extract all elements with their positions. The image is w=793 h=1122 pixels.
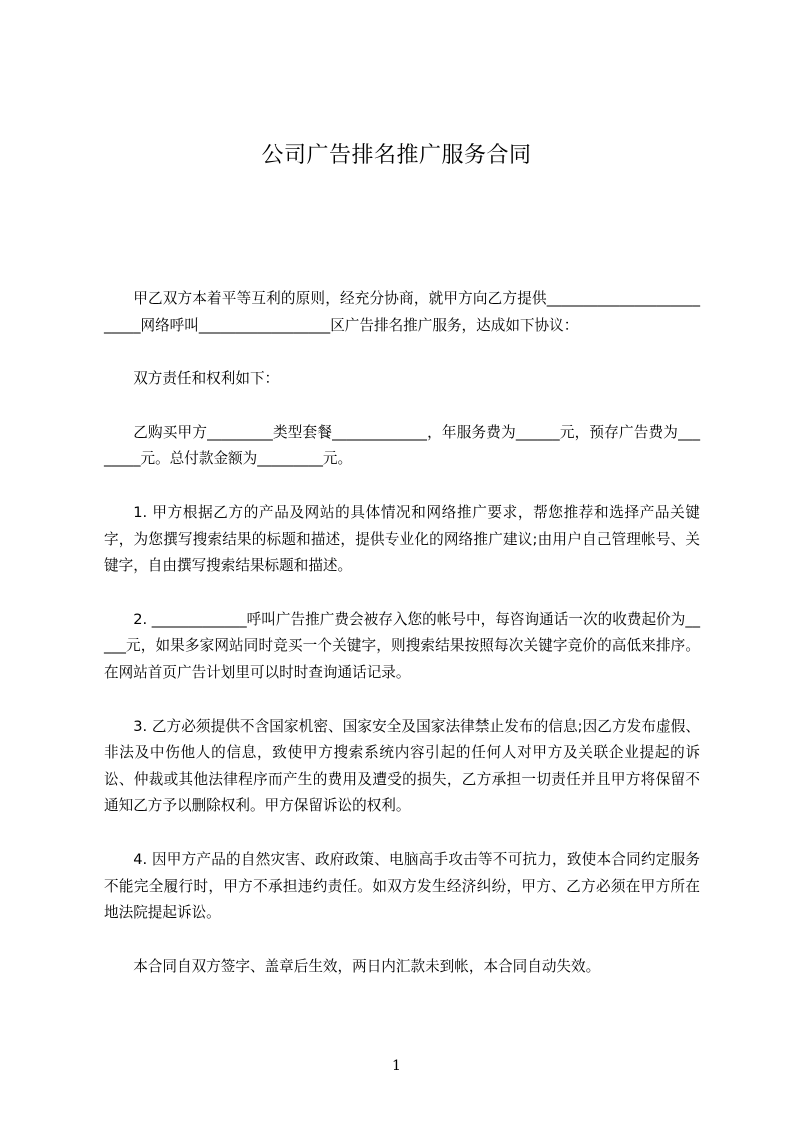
document-body [104,286,700,1007]
document-title: 公司广告排名推广服务合同 [261,143,532,168]
paragraph-clause-3: 3. 乙方必须提供不含国家机密、国家安全及国家法律禁止发布的信息;因乙方发布虚假、非法及中伤他人的信息，致使甲方搜索系统内容引起的任何人对甲方及关联企业提起的诉讼、仲裁或其他法律程序而产生的费用及遭受的损失，乙方承担一切责任并且甲方将保留不通知乙方予以删除权利。甲方保留诉讼的权利。 [104,717,700,815]
paragraph-clause-4: 4. 因甲方产品的自然灾害、政府政策、电脑高手攻击等不可抗力，致使本合同约定服务不能完全履行时，甲方不承担违约责任。如双方发生经济纠纷，甲方、乙方必须在甲方所在地法院提起诉讼。 [104,850,700,922]
paragraph-clause-2: 2. _____________呼叫广告推广费会被存入您的帐号中，每咨询通话一次的收费起价为_____元，如果多家网站同时竞买一个关键字，则搜索结果按照每次关键字竞价的高低来排序。在网站首页广告计划里可以时时查询通话记录。 [104,610,700,681]
paragraph-intro: 甲乙双方本着平等互利的原则，经充分协商，就甲方向乙方提供__________________________网络呼叫__________________区广告排名推广服务，达成如下协议： [104,290,700,334]
paragraph-responsibilities-heading: 双方责任和权利如下： [133,370,280,388]
paragraph-purchase-terms: 乙购买甲方_________类型套餐_____________，年服务费为______元，预存广告费为________元。总付款金额为_________元。 [104,423,700,468]
paragraph-clause-1: 1. 甲方根据乙方的产品及网站的具体情况和网络推广要求，帮您推荐和选择产品关键字，为您撰写搜索结果的标题和描述，提供专业化的网络推广建议;由用户自己管理帐号、关键字，自由撰写搜索结果标题和描述。 [104,503,700,575]
paragraph-effective-date: 本合同自双方签字、盖章后生效，两日内汇款未到帐，本合同自动失效。 [133,957,601,975]
page-number: 1 [392,1058,401,1074]
